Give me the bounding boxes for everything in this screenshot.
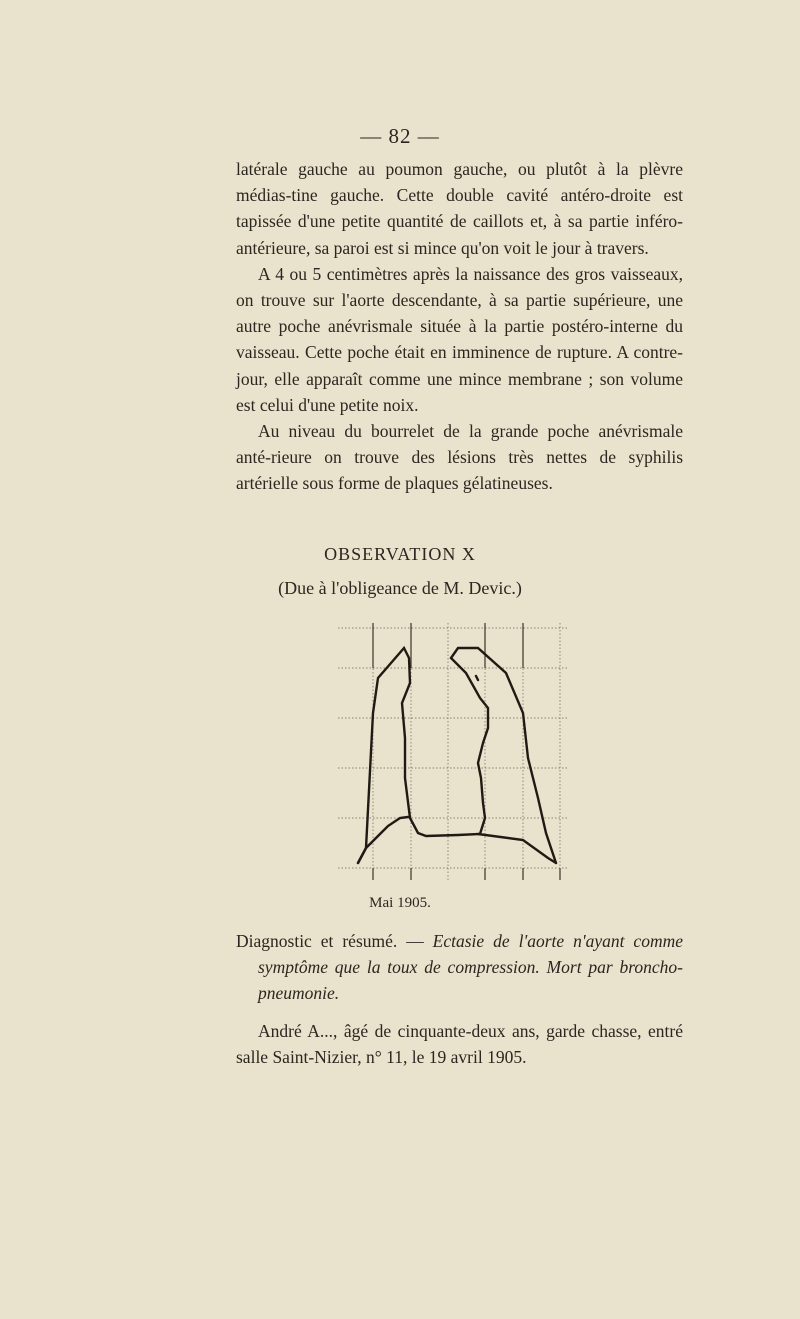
patient-paragraph: André A..., âgé de cinquante-deux ans, garde chasse, entré salle Saint-Nizier, n° 11, le 19 avril 1905. (236, 1021, 683, 1068)
paragraph-3: Au niveau du bourrelet de la grande poche anévrismale anté-rieure on trouve des lésions très nettes de syphilis artérielle sous forme de plaques gélatineuses. (236, 421, 683, 494)
body-text-top (236, 156, 683, 497)
aorta-outline (358, 648, 556, 863)
paragraph-2: A 4 ou 5 centimètres après la naissance des gros vaisseaux, on trouve sur l'aorte descendante, à sa partie supérieure, une autre poche anévrismale située à la partie postéro-interne du vaisseau. Cette poche était en imminence de rupture. A contre-jour, elle apparaît comme une mince membrane ; son volume est celui d'une petite noix. (236, 263, 683, 415)
observation-title: OBSERVATION X (324, 544, 476, 564)
patient-block (236, 1018, 683, 1070)
figure-caption: Mai 1905. (369, 895, 431, 911)
page-number: — 82 — (360, 124, 440, 148)
diagnostic-block (236, 928, 683, 1007)
diagnostic-paragraph (236, 928, 683, 1007)
aorta-tracing-figure (328, 618, 578, 880)
paragraph-1: latérale gauche au poumon gauche, ou plutôt à la plèvre médias-tine gauche. Cette double cavité antéro-droite est tapissée d'une petite quantité de caillots et, à sa partie inféro-antérieure, sa paroi est si mince qu'on voit le jour à travers. (236, 159, 683, 258)
grid-solid-ticks (373, 623, 560, 880)
observation-subtitle: (Due à l'obligeance de M. Devic.) (278, 578, 522, 598)
diagnostic-text: Ectasie de l'aorte n'ayant comme symptôme que la toux de compression. Mort par broncho-pneumonie. (258, 931, 683, 1004)
diagnostic-label: Diagnostic et résumé. — (236, 931, 433, 951)
